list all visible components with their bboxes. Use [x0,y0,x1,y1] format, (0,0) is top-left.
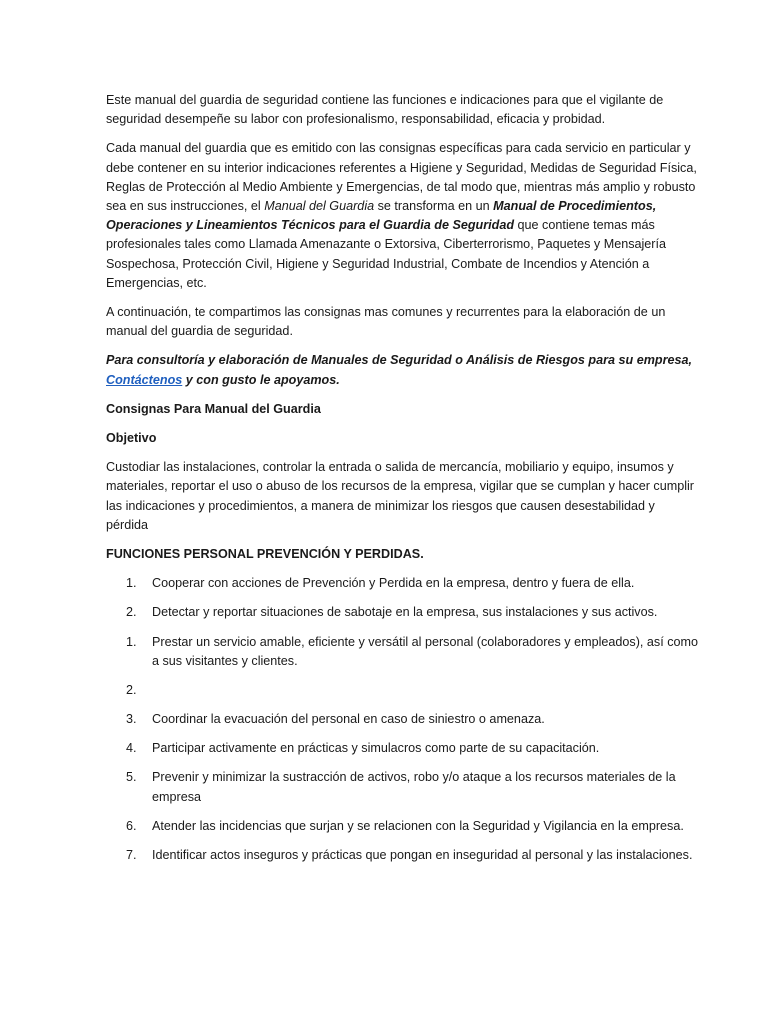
list-item [106,846,698,865]
funciones-heading: FUNCIONES PERSONAL PREVENCIÓN Y PERDIDAS. [106,547,424,562]
list-item [106,817,698,836]
list-item-number: 5. [126,770,137,785]
list-item-number: 1. [126,634,137,649]
cta-text-a: Para consultoría y elaboración de Manuales de Seguridad o Análisis de Riesgos para su empresa, [106,353,693,368]
list-item-text: Prevenir y minimizar la sustracción de activos, robo y/o ataque a los recursos materiales de la empresa [152,770,676,804]
list-item [106,681,698,700]
list-item [106,574,698,593]
intro-p2-text-c: se transforma en un [374,199,494,214]
intro-paragraph-3: A continuación, te compartimos las consignas mas comunes y recurrentes para la elaboración de un manual del guardia de seguridad. [106,305,666,339]
contact-cta-paragraph [106,351,698,389]
list-item-number: 6. [126,818,137,833]
objetivo-text: Custodiar las instalaciones, controlar la entrada o salida de mercancía, mobiliario y equipo, insumos y materiales, reportar el uso o abuso de los recursos de la empresa, vigilar que se cumplan y hacer cumplir las indicaciones y procedimientos, a manera de minimizar los riesgos que causen desestabilidad y pérdida [106,460,694,532]
objetivo-heading: Objetivo [106,431,157,446]
list-item-number: 1. [126,576,137,591]
list-item-text: Detectar y reportar situaciones de sabotaje en la empresa, sus instalaciones y sus activos. [152,605,658,620]
cta-text-b: y con gusto le apoyamos. [182,372,340,387]
contact-link[interactable]: Contáctenos [106,372,183,387]
list-item-number: 2. [126,605,137,620]
manual-del-guardia-emphasis: Manual del Guardia [264,199,375,214]
list-item-number: 2. [126,683,137,698]
list-item [106,768,698,806]
list-item-text: Identificar actos inseguros y prácticas que pongan en inseguridad al personal y las instalaciones. [152,848,693,863]
list-item [106,603,698,622]
list-item-text: Prestar un servicio amable, eficiente y versátil al personal (colaboradores y empleados), así como a sus visitantes y clientes. [152,634,698,668]
intro-p2-text-e: que contiene temas más profesionales tales como Llamada Amenazante o Extorsiva, Ciberterrorismo, Paquetes y Mensajería Sospechosa, Protección Civil, Higiene y Seguridad Industrial, Combate de Incendios y Atención a Emergencias, etc. [106,218,666,290]
funciones-list [106,574,698,865]
consignas-heading: Consignas Para Manual del Guardia [106,401,321,416]
list-item [106,633,698,671]
list-item [106,739,698,758]
intro-paragraph-2 [106,139,698,293]
manual-procedimientos-emphasis: Manual de Procedimientos, Operaciones y Lineamientos Técnicos para el Guardia de Seguridad [106,199,657,233]
list-item [106,710,698,729]
list-item-text: Cooperar con acciones de Prevención y Perdida en la empresa, dentro y fuera de ella. [152,576,635,591]
intro-paragraph-1: Este manual del guardia de seguridad contiene las funciones e indicaciones para que el vigilante de seguridad desempeñe su labor con profesionalismo, responsabilidad, eficacia y probidad. [106,93,664,127]
list-item-text: Atender las incidencias que surjan y se relacionen con la Seguridad y Vigilancia en la empresa. [152,818,684,833]
list-item-text: Coordinar la evacuación del personal en caso de siniestro o amenaza. [152,712,545,727]
list-item-number: 7. [126,848,137,863]
list-item-number: 3. [126,712,137,727]
list-item-number: 4. [126,741,137,756]
list-item-text: Participar activamente en prácticas y simulacros como parte de su capacitación. [152,741,600,756]
intro-p2-text-a: Cada manual del guardia que es emitido con las consignas específicas para cada servicio en particular y debe contener en su interior indicaciones referentes a Higiene y Seguridad, Medidas de Seguridad Física, Reglas de Protección al Medio Ambiente y Emergencias, de tal modo que, mientras más amplio y robusto sea en sus instrucciones, el [106,141,697,214]
